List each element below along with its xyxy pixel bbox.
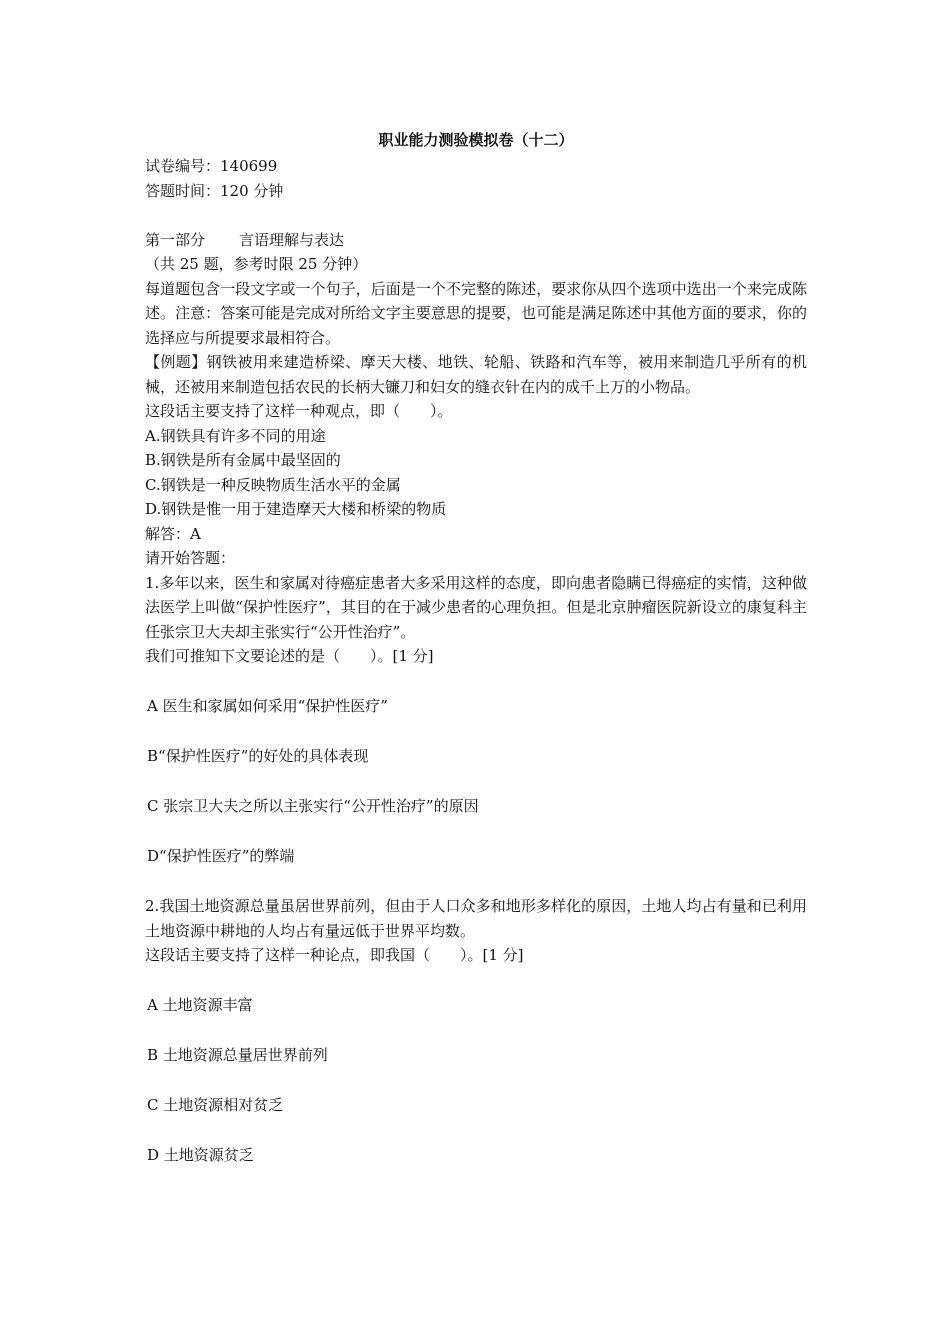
exam-number: 试卷编号：140699 [145,157,278,175]
example-option-d: D.钢铁是惟一用于建造摩天大楼和桥梁的物质 [145,500,447,518]
question-2-option-d[interactable]: D 土地资源贫乏 [147,1146,254,1164]
question-2-option-b[interactable]: B 土地资源总量居世界前列 [147,1046,328,1064]
question-2-prompt: 这段话主要支持了这样一种论点，即我国（ ）。[1 分] [145,946,524,964]
question-1-option-b[interactable]: B“保护性医疗”的好处的具体表现 [147,747,369,765]
example-option-c: C.钢铁是一种反映物质生活水平的金属 [145,475,401,494]
section-name: 言语理解与表达 [239,230,345,249]
question-2-option-a[interactable]: A 土地资源丰富 [147,996,253,1014]
section-meta: （共 25 题，参考时限 25 分钟） [145,255,368,273]
example-text: 【例题】钢铁被用来建造桥梁、摩天大楼、地铁、轮船、铁路和汽车等，被用来制造几乎所有的机械，还被用来制造包括农民的长柄大镰刀和妇女的缝衣针在内的成千上万的小物品。 [145,353,807,396]
document-title: 职业能力测验模拟卷（十二） [378,131,574,149]
example-question: 这段话主要支持了这样一种观点，即（ ）。 [145,402,453,420]
example-option-b: B.钢铁是所有金属中最坚固的 [145,451,341,469]
section-heading [145,228,807,253]
question-2-text: 2.我国土地资源总量虽居世界前列，但由于人口众多和地形多样化的原因，土地人均占有量和已利用土地资源中耕地的人均占有量远低于世界平均数。 [145,897,807,940]
exam-time: 答题时间：120 分钟 [145,181,284,200]
question-1-option-c[interactable]: C 张宗卫大夫之所以主张实行“公开性治疗”的原因 [147,797,479,815]
start-prompt: 请开始答题： [145,549,236,567]
section-instructions: 每道题包含一段文字或一个句子，后面是一个不完整的陈述，要求你从四个选项中选出一个来完成陈述。注意：答案可能是完成对所给文字主要意思的提要，也可能是满足陈述中其他方面的要求，你的选择应与所提要求最相符合。 [145,279,807,347]
question-1-option-a[interactable]: A 医生和家属如何采用“保护性医疗” [147,697,388,715]
example-option-a: A.钢铁具有许多不同的用途 [145,426,326,445]
question-1-option-d[interactable]: D“保护性医疗”的弊端 [147,847,295,865]
question-2-option-c[interactable]: C 土地资源相对贫乏 [147,1096,284,1114]
spacer [145,203,807,228]
question-1-prompt: 我们可推知下文要论述的是（ ）。[1 分] [145,647,434,665]
section-label: 第一部分 [145,230,206,249]
document-page [145,128,807,1168]
example-answer: 解答：A [145,524,201,543]
question-1-text: 1.多年以来，医生和家属对待癌症患者大多采用这样的态度，即向患者隐瞒已得癌症的实情，这种做法医学上叫做“保护性医疗”，其目的在于减少患者的心理负担。但是北京肿瘤医院新设立的康复科主任张宗卫大夫却主张实行“公开性治疗”。 [145,573,807,641]
